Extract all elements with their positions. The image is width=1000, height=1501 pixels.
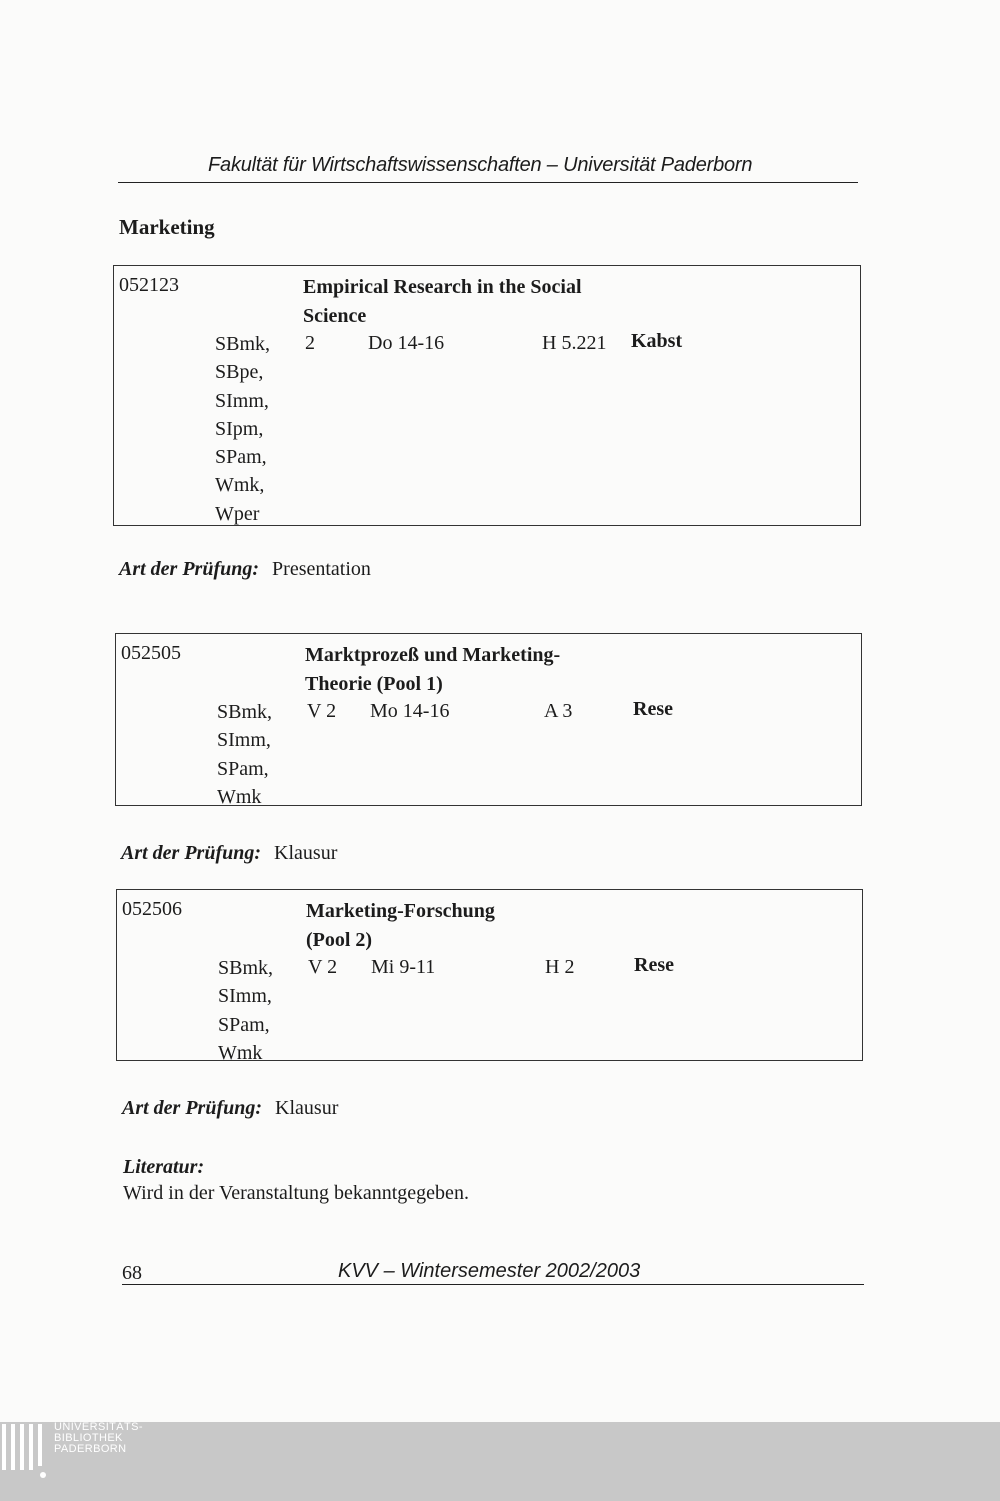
course-number: 052506 bbox=[122, 898, 182, 920]
section-title: Marketing bbox=[119, 215, 215, 239]
library-banner bbox=[0, 1422, 1000, 1501]
course-code: SImm, bbox=[218, 985, 272, 1008]
course-sws: V 2 bbox=[308, 956, 338, 978]
course-number: 052505 bbox=[121, 642, 181, 664]
page-number: 68 bbox=[122, 1262, 142, 1284]
course-code: SPam, bbox=[215, 446, 267, 469]
course-code: SImm, bbox=[217, 729, 271, 752]
course-time: Mo 14-16 bbox=[370, 700, 450, 722]
course-codes bbox=[218, 954, 273, 1067]
course-code: SBmk, bbox=[217, 701, 273, 723]
course-box bbox=[116, 889, 863, 1064]
course-code: SIpm, bbox=[215, 417, 264, 440]
course-sws: V 2 bbox=[307, 700, 337, 722]
course-box bbox=[113, 265, 861, 526]
library-logo-line: UNIVERSITÄTS- bbox=[54, 1421, 143, 1433]
course-number: 052123 bbox=[119, 274, 179, 296]
page-footer bbox=[122, 1258, 864, 1285]
course-time: Mi 9-11 bbox=[371, 956, 436, 978]
exam-info bbox=[122, 1097, 338, 1120]
course-code: Wmk bbox=[217, 785, 262, 808]
course-codes bbox=[217, 698, 272, 811]
course-code: SImm, bbox=[215, 389, 269, 412]
exam-info bbox=[121, 842, 337, 865]
library-logo-line: PADERBORN bbox=[54, 1443, 127, 1455]
course-code: SBmk, bbox=[218, 957, 274, 979]
course-lecturer: Rese bbox=[634, 954, 674, 976]
footer-text: KVV – Wintersemester 2002/2003 bbox=[338, 1260, 641, 1282]
course-code: SPam, bbox=[218, 1013, 270, 1036]
exam-value: Presentation bbox=[272, 558, 371, 580]
exam-info bbox=[119, 558, 371, 581]
course-title: Marktprozeß und Marketing-Theorie (Pool 1) bbox=[305, 644, 561, 695]
course-title: Empirical Research in the Social Science bbox=[303, 276, 582, 327]
exam-value: Klausur bbox=[275, 1097, 339, 1119]
exam-value: Klausur bbox=[274, 842, 338, 864]
header-text: Fakultät für Wirtschaftswissenschaften – Universität Paderborn bbox=[208, 154, 753, 176]
course-title: Marketing-Forschung (Pool 2) bbox=[306, 900, 495, 951]
exam-label: Art der Prüfung: bbox=[121, 842, 262, 864]
exam-label: Art der Prüfung: bbox=[119, 558, 260, 580]
course-room: H 2 bbox=[545, 956, 575, 978]
course-codes bbox=[215, 330, 270, 528]
course-box bbox=[115, 633, 862, 806]
course-code: SBmk, bbox=[215, 333, 271, 355]
page-header bbox=[118, 152, 858, 183]
course-room: A 3 bbox=[544, 700, 573, 722]
course-room: H 5.221 bbox=[542, 332, 607, 354]
course-code: SBpe, bbox=[215, 361, 264, 384]
course-sws: 2 bbox=[305, 332, 315, 354]
course-time: Do 14-16 bbox=[368, 332, 445, 354]
course-code: SPam, bbox=[217, 757, 269, 780]
library-logo-text bbox=[54, 1422, 143, 1455]
literature-text: Wird in der Veranstaltung bekanntgegeben. bbox=[123, 1182, 469, 1204]
course-lecturer: Rese bbox=[633, 698, 673, 720]
course-code: Wper bbox=[215, 502, 260, 525]
course-code: Wmk bbox=[218, 1041, 263, 1064]
course-lecturer: Kabst bbox=[631, 330, 683, 352]
library-logo-icon bbox=[2, 1424, 46, 1476]
library-logo-line: BIBLIOTHEK bbox=[54, 1432, 123, 1444]
literature-label: Literatur: bbox=[123, 1156, 205, 1178]
exam-label: Art der Prüfung: bbox=[122, 1097, 263, 1119]
course-code: Wmk, bbox=[215, 474, 265, 497]
